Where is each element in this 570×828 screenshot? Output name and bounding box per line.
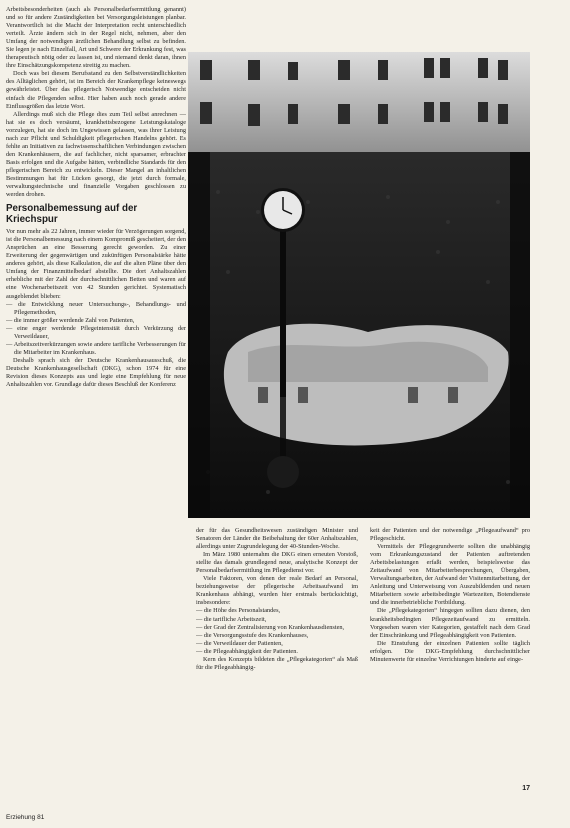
list-item: — die Höhe des Personalstandes,: [196, 607, 358, 615]
list-item: — die Pflegeabhängigkeit der Patienten.: [196, 648, 358, 656]
list-item: — die Versorgungsstufe des Krankenhauses,: [196, 632, 358, 640]
paragraph: Die „Pflegekategorien“ hingegen sollten dazu dienen, den krankheitsbedingten Pflegezeitaufwand zu ermitteln. Vorgesehen waren vier Kategorien, gestaffelt nach dem Grad der Einschränkung und Pflegeabhängigkeit von Patienten.: [370, 607, 530, 639]
list-item: — die tarifliche Arbeitszeit,: [196, 616, 358, 624]
bullet-list: [6, 301, 186, 357]
list-item: — die Verweildauer der Patienten,: [196, 640, 358, 648]
paragraph: Doch was bei diesem Berufsstand zu den Selbstverständlichkeiten des Alltäglichen gehört, ist im Bereich der Krankenpflege keineswegs gewährleistet. Über das pflegerisch Notwendige entscheiden nicht einfach die Pflegenden selbst. Hier haben auch noch gerade andere Einflussgrößen das letzte Wort.: [6, 70, 186, 110]
bullet-list: [196, 607, 358, 655]
paragraph: Arbeitsbesonderheiten (auch als Personalbedarfsermittlung genannt) und so für andere Zuständigkeiten bei Versorgungsleistungen planbar. Verantwortlich ist die Macht der Interpretation recht unterschiedlich verteilt. Ärzte ändern sich in der Regel nicht, nehmen, aber den Umfang der notwendigen ärztlichen Behandlung selbst zu befinden. Sie legen je nach Einzelfall, Art und Schwere der Erkrankung fest, was therapeutisch nötig oder zu lassen ist, und niemand denkt daran, ihnen ihre Einschätzungskompetenz streitig zu machen.: [6, 6, 186, 70]
street-clock-photo: [188, 52, 530, 518]
section-heading: Personalbemessung auf der Kriechspur: [6, 203, 138, 226]
paragraph: der für das Gesundheitswesen zuständigen Minister und Senatoren der Länder die Beibehaltung der 60er Anhaltszahlen, allerdings unter Zugrundelegung der 40-Stunden-Woche.: [196, 527, 358, 551]
paragraph: Die Einstufung der einzelnen Patienten sollte täglich erfolgen. Die DKG-Empfehlung durchschnittlicher Minutenwerte für einzelne Verrichtungen hinderte auf einge-: [370, 639, 530, 663]
paragraph: Vermittels der Pflegegrundwerte sollten die unabhängig vom Erkrankungszustand der Patienten auftretenden Arbeitsbelastungen erfaßt werden, beispielsweise das Zeitaufwand von Mitarbeiterbesprechungen, Übergaben, Verwaltungsarbeiten, der Aufwand der Visitenmitarbeitung, der Anleitung und Unterweisung von Auszubildenden und neuen Mitarbeitern sowie arbeitsbedingte Wartezeiten, Botendienste und die innerbetriebliche Fortbildung.: [370, 543, 530, 607]
paragraph: Viele Faktoren, von denen der reale Bedarf an Personal, beziehungsweise der pflegerische Arbeitsaufwand im Krankenhaus abhängt, wurden hier erstmals berücksichtigt, insbesondere:: [196, 575, 358, 607]
paragraph: Vor nun mehr als 22 Jahren, immer wieder für Verzögerungen sorgend, ist die Personalbemessung nach einem Kompromiß gescheitert, der den Ansprüchen an eine Besserung gerecht geworden. Zu einer Erweiterung der gegenwärtigen und zukünftigen Personalstärke hätte anderes gehört, als diese Kalkulation, die auf die alten Pläne über den Umfang der Finanzmittelbedarf abstellte. Die dort Anhaltszahlen erhebliche mit der Zahl der durchschnittlichen Betten und waren auf eine Wochenarbeitszeit von 42 Stunden gerichtet. Systematisch ausgeblendet blieben:: [6, 228, 186, 300]
page-number: 17: [522, 785, 530, 792]
text-column-right: [370, 527, 530, 789]
text-column-left: [6, 6, 186, 814]
paragraph: Im März 1980 unternahm die DKG einen erneuten Vorstoß, stellte das damals grundlegend neue, analytische Konzept der Personalbedarfsermittlung im Pflegedienst vor.: [196, 551, 358, 575]
text-column-middle: [196, 527, 358, 789]
list-item: — eine enger werdende Pflegeintensität durch Verkürzung der Verweildauer,: [6, 325, 186, 341]
paragraph: Allerdings muß sich die Pflege dies zum Teil selbst anrechnen — hat sie es doch versäumt, krankheitsbezogene Leistungskataloge vorzulegen, hat sie doch im Ungewissen gelassen, was ihrer Leistung nach zur Pflicht und Schuldigkeit pflegerischen Handelns gehört. Es fehlte an Initiativen zu fachwissenschaftlichen Verbindungen zwischen den Krankenhäusern, die auf fachlicher, nicht sparsamer, erbrachter Basis erfolgen und die Aufgabe hätten, verbindliche Standards für den pflegerischen Bereich zu entwickeln. Dieser Mangel an inhaltlichen Bestimmungen hat für Lücken gesorgt, die jetzt durch formale, verwaltungstechnische und finanzielle Vorgaben geschlossen zu werden drohen.: [6, 110, 186, 199]
list-item: — Arbeitszeitverkürzungen sowie andere tarifliche Verbesserungen für die Mitarbeiter im Krankenhaus.: [6, 341, 186, 357]
list-item: — die Entwicklung neuer Untersuchungs-, Behandlungs- und Pflegemethoden,: [6, 301, 186, 317]
list-item: — die immer größer werdende Zahl von Patienten,: [6, 317, 186, 325]
paragraph: Kern des Konzepts bildeten die „Pflegekategorien“ als Maß für die Pflegeabhängig-: [196, 655, 358, 671]
list-item: — der Grad der Zentralisierung von Krankenhausdiensten,: [196, 624, 358, 632]
photo-illustration: [188, 52, 530, 518]
paragraph: keit der Patienten und der notwendige „Pflegeaufwand“ pro Pflegeschicht.: [370, 527, 530, 543]
paragraph: Deshalb sprach sich der Deutsche Krankenhausausschuß, die Deutsche Krankenhausgesellschaft (DKG), schon 1974 für eine Revision dieses Konzepts aus und legte eine Empfehlung für neue Anhaltszahlen vor. Grundlage dafür dieses Beschluß der Konferenz: [6, 356, 186, 389]
footer-publication: Erziehung 81: [6, 814, 45, 821]
